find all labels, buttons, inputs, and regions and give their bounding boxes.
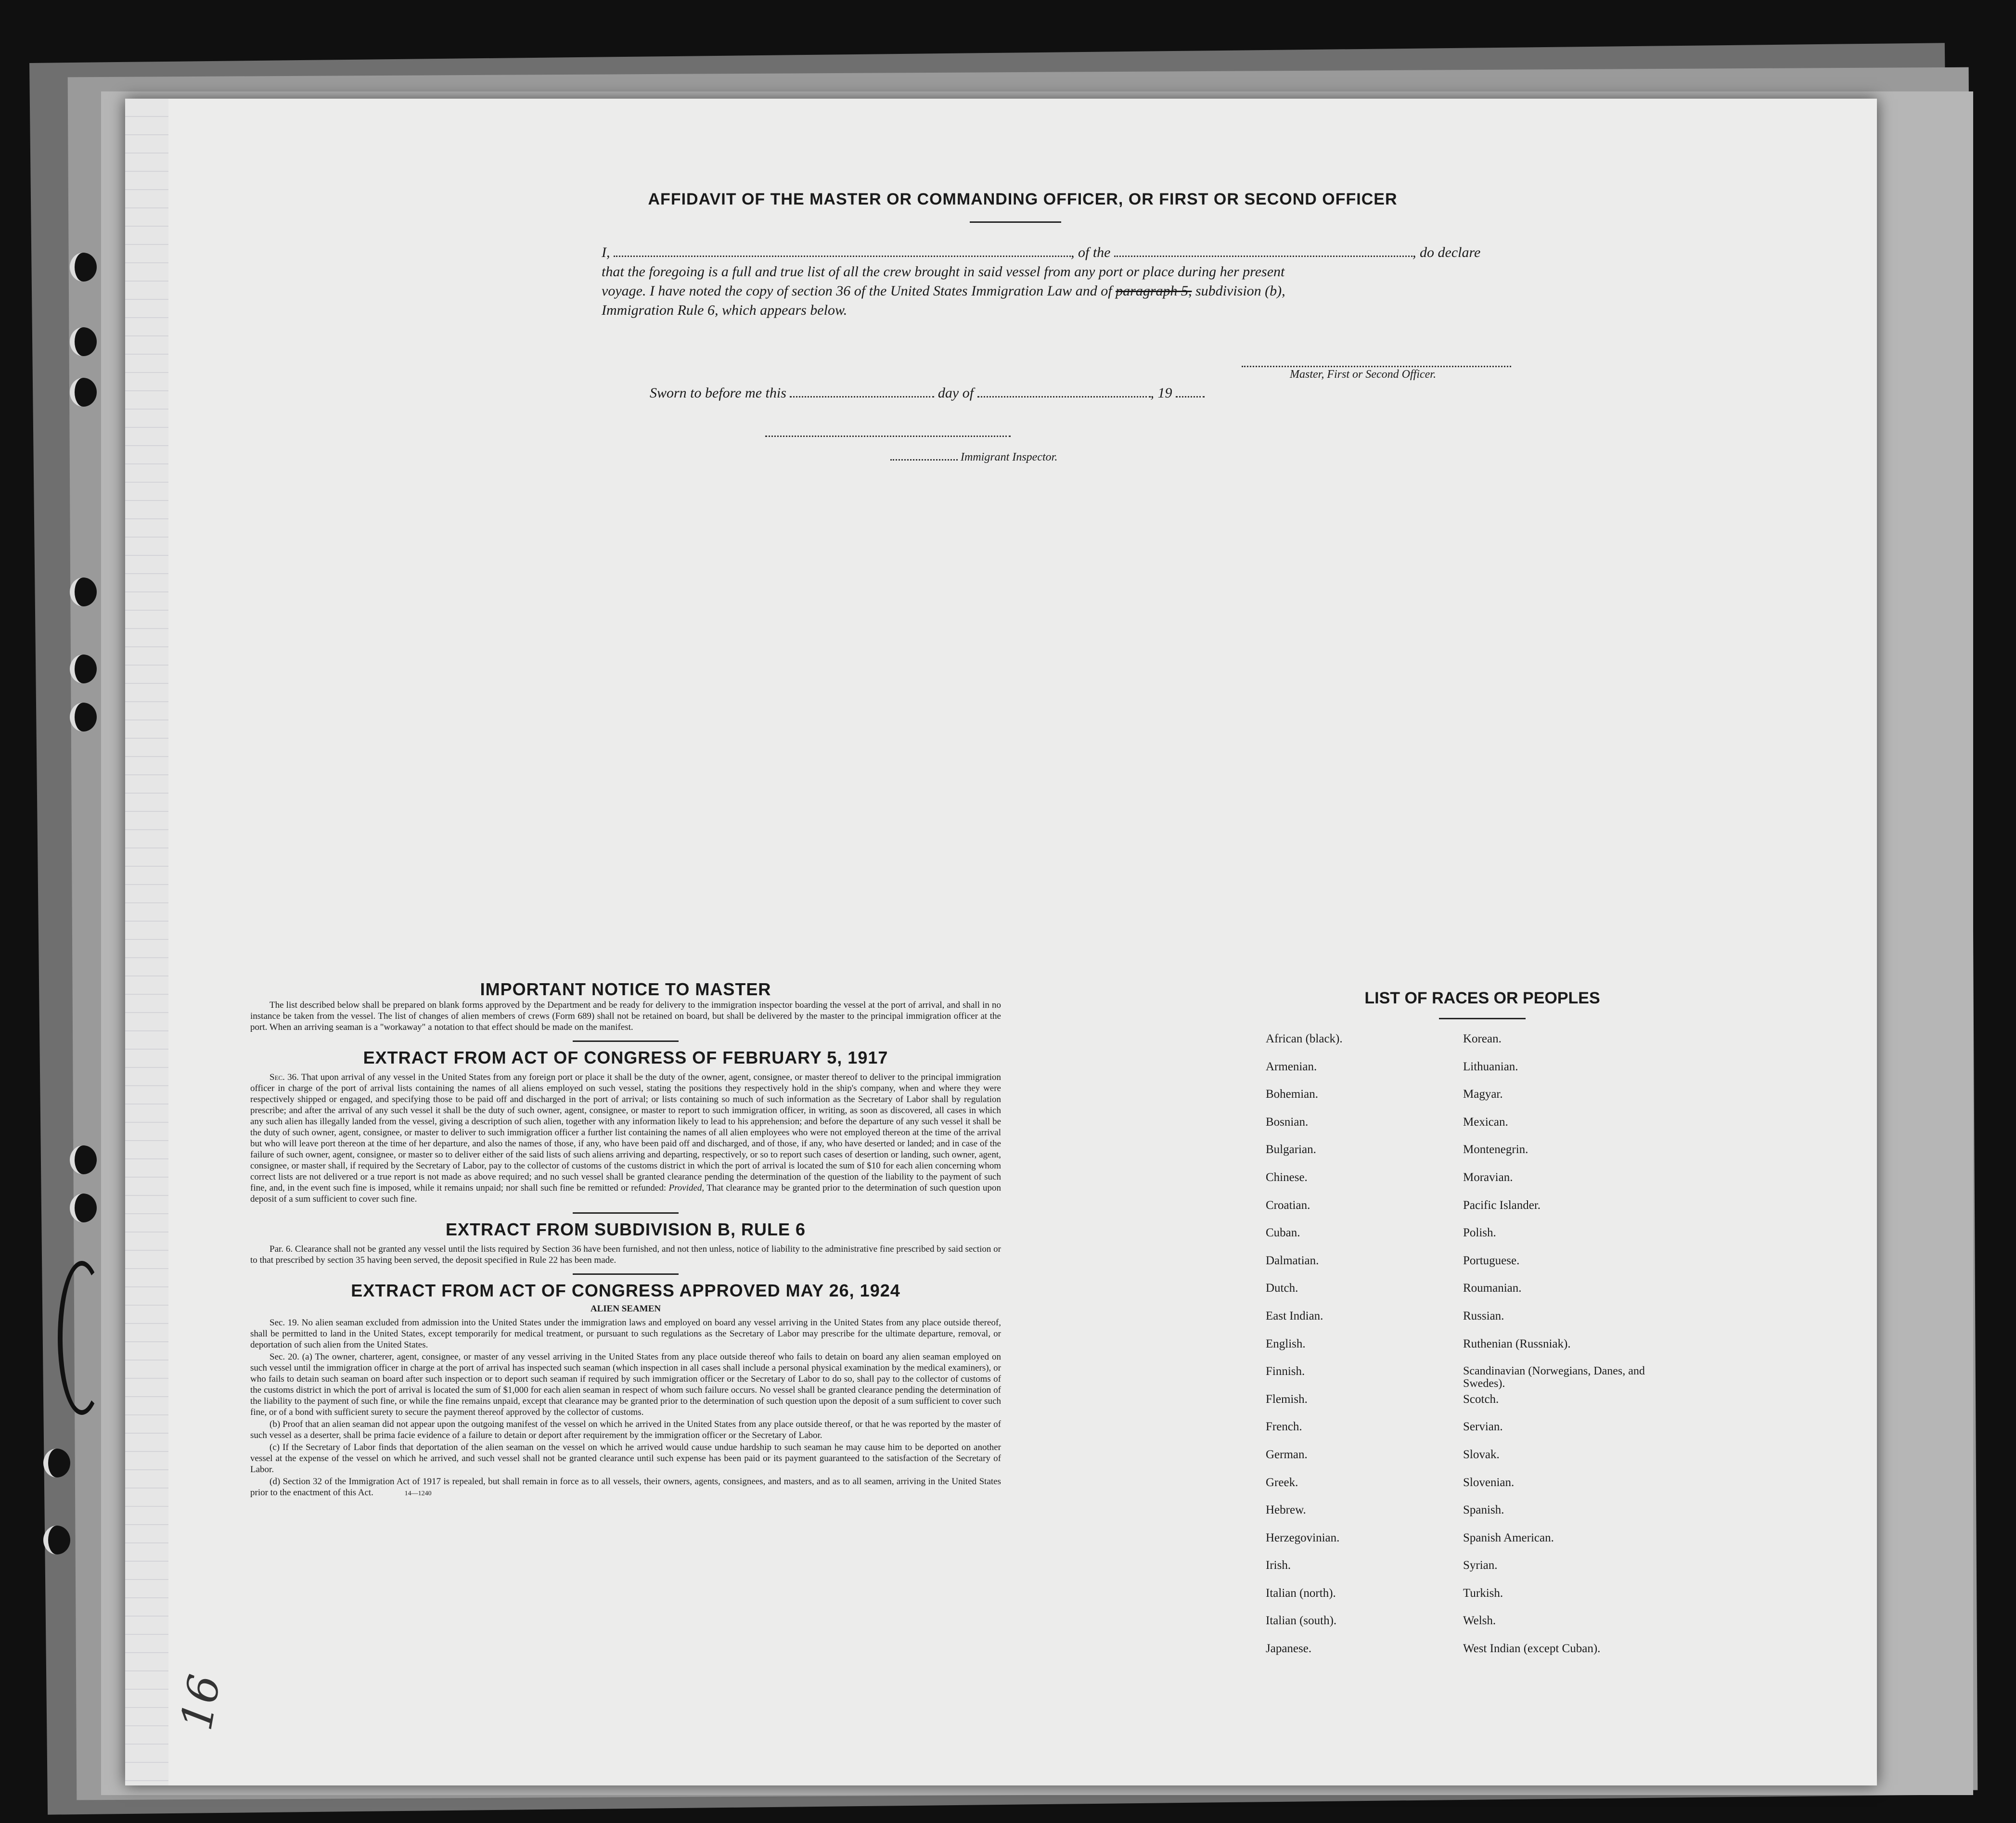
race-item: Magyar. <box>1463 1088 1503 1101</box>
race-item: Cuban. <box>1266 1226 1300 1240</box>
extract-1924-subtitle: ALIEN SEAMEN <box>590 1304 661 1314</box>
punch-hole <box>43 1526 70 1554</box>
race-item: Dalmatian. <box>1266 1254 1319 1267</box>
extract-rule6-body: Par. 6. Clearance shall not be granted any vessel until the lists required by Section 36 have been furnished, and not then unless, notice of liability to the administrative fine prescribed by said section or to that prescribed by section 35 having been served, the deposit specified in Rule 22 has been made. <box>250 1244 1001 1265</box>
inspector-signature-field[interactable] <box>765 436 1011 437</box>
declarant-name-field[interactable] <box>614 256 1071 257</box>
race-item: East Indian. <box>1266 1309 1323 1322</box>
race-item: Chinese. <box>1266 1170 1308 1184</box>
race-item: Spanish American. <box>1463 1531 1554 1544</box>
race-item: Pacific Islander. <box>1463 1198 1541 1212</box>
declarant-prefix: I, <box>602 244 610 260</box>
sworn-line: Sworn to before me this day of , 19 <box>650 385 1205 401</box>
race-item: Croatian. <box>1266 1198 1310 1212</box>
punch-hole <box>70 1194 97 1222</box>
sworn-month-field[interactable] <box>977 396 1151 398</box>
binder-ring <box>58 1261 106 1415</box>
race-item: Turkish. <box>1463 1586 1503 1600</box>
vessel-name-field[interactable] <box>1114 256 1412 257</box>
race-item: Italian (south). <box>1266 1614 1337 1628</box>
race-item: Finnish. <box>1266 1365 1305 1378</box>
form-number: 14—1240 <box>404 1490 432 1497</box>
affidavit-line-3: voyage. I have noted the copy of section 36 of the United States Immigration Law and of paragraph 5, subdivision (b), <box>602 283 1285 299</box>
race-item: Moravian. <box>1463 1170 1513 1184</box>
extract-rule6-title: EXTRACT FROM SUBDIVISION B, RULE 6 <box>445 1220 806 1239</box>
punch-hole <box>70 703 97 732</box>
master-signature-label: Master, First or Second Officer. <box>1290 368 1436 381</box>
race-item: Slovenian. <box>1463 1476 1515 1489</box>
struck-text: paragraph 5, <box>1116 283 1192 299</box>
race-item: Roumanian. <box>1463 1282 1522 1295</box>
extract-1924-title: EXTRACT FROM ACT OF CONGRESS APPROVED MAY 26, 1924 <box>351 1281 900 1300</box>
declare-label: , do declare <box>1412 244 1481 260</box>
race-item: Scotch. <box>1463 1392 1499 1406</box>
race-item: Herzegovinian. <box>1266 1531 1340 1544</box>
races-column-2 <box>1463 1032 1665 1670</box>
race-item: Hebrew. <box>1266 1503 1306 1517</box>
extract-1917-title: EXTRACT FROM ACT OF CONGRESS OF FEBRUARY 5, 1917 <box>363 1048 888 1067</box>
race-item: Armenian. <box>1266 1060 1317 1073</box>
race-item: Spanish. <box>1463 1503 1504 1517</box>
races-column-1 <box>1266 1032 1458 1670</box>
punch-hole <box>70 655 97 683</box>
sworn-year-field[interactable] <box>1176 396 1205 398</box>
manifest-page <box>125 99 1877 1785</box>
race-item: Syrian. <box>1463 1559 1498 1572</box>
race-item: Portuguese. <box>1463 1254 1520 1267</box>
race-item: German. <box>1266 1448 1308 1461</box>
race-item: Bosnian. <box>1266 1115 1309 1129</box>
race-item: Greek. <box>1266 1476 1298 1489</box>
title-rule <box>970 221 1061 223</box>
race-item: English. <box>1266 1337 1306 1350</box>
extract-1917-body: Sec. 36. That upon arrival of any vessel in the United States from any foreign port or place it shall be the duty of the owner, agent, consignee, or master thereof to deliver to the principal immigration officer in charge of the port of arrival lists containing the names of all aliens employed on such vessel, stating the positions they respectively hold in the ship's company, when and where they were respectively shipped or engaged, and specifying those to be paid off and discharged in the port of arrival; or lists containing so much of such information as the Secretary of Labor shall by regulation prescribe; and after the arrival of any such vessel it shall be the duty of such owner, agent, consignee, or master to report to such immigration officer, in writing, as soon as discovered, all cases in which any such alien has illegally landed from the vessel, giving a description of such alien, together with any information likely to lead to his apprehension; and before the departure of any such vessel it shall be the duty of such owner, agent, consignee, or master to deliver to such immigration officer a further list containing the names of all alien employees who were not employed thereon at the time of the arrival but who will leave port thereon at the time of her departure, and also the names of those, if any, who have been paid off and discharged, and of those, if any, who have deserted or landed; and in case of the failure of such owner, agent, consignee, or master so to deliver either of the said lists of such aliens arriving and departing, respectively, or so to report such cases of desertion or landing, such owner, agent, consignee, or master shall, if required by the Secretary of Labor, pay to the collector of customs of the customs district in which the port of arrival is located the sum of $10 for each alien concerning whom correct lists are not delivered or a true report is not made as above required; and no such vessel shall be granted clearance pending the determination of the question of the liability to the payment of such fine, and, in the event such fine is imposed, while it remains unpaid; nor shall such fine be remitted or refunded: Provided, That clearance may be granted prior to the determination of such question upon deposit of a sum sufficient to cover such fine. <box>250 1072 1001 1204</box>
affidavit-title: AFFIDAVIT OF THE MASTER OR COMMANDING OFFICER, OR FIRST OR SECOND OFFICER <box>648 190 1398 208</box>
race-item: Lithuanian. <box>1463 1060 1518 1073</box>
race-item: Italian (north). <box>1266 1586 1336 1600</box>
race-item: Polish. <box>1463 1226 1496 1240</box>
race-item: Dutch. <box>1266 1282 1298 1295</box>
of-the-label: , of the <box>1071 244 1111 260</box>
race-item: Korean. <box>1463 1032 1502 1045</box>
notice-body: The list described below shall be prepared on blank forms approved by the Department and be ready for delivery to the immigration inspector boarding the vessel at the port of arrival, and shall in no instance be taken from the vessel. The list of changes of alien members of crews (Form 689) shall not be retained on board, but shall be delivered by the master to the principal immigration officer at the port. When an arriving seaman is a "workaway" a notation to that effect should be made on the manifest. <box>250 1000 1001 1032</box>
punch-hole <box>43 1449 70 1477</box>
race-item: Irish. <box>1266 1559 1291 1572</box>
sworn-day-field[interactable] <box>790 396 934 398</box>
race-item: Japanese. <box>1266 1642 1312 1656</box>
affidavit-line-2: that the foregoing is a full and true list of all the crew brought in said vessel from any port or place during her present <box>602 264 1285 280</box>
punch-hole <box>70 327 97 356</box>
inspector-line <box>890 451 1057 464</box>
inspector-label: Immigrant Inspector. <box>961 451 1058 463</box>
race-item: Scandinavian (Norwegians, Danes, and Swedes). <box>1463 1365 1645 1390</box>
races-title: LIST OF RACES OR PEOPLES <box>1364 989 1600 1007</box>
punch-hole <box>70 378 97 407</box>
punch-hole <box>70 253 97 282</box>
affidavit-line-1 <box>602 243 1564 262</box>
punch-hole <box>70 578 97 606</box>
affidavit-line-4: Immigration Rule 6, which appears below. <box>602 302 847 318</box>
race-item: French. <box>1266 1420 1302 1434</box>
race-item: African (black). <box>1266 1032 1343 1045</box>
affidavit-body <box>602 243 1564 320</box>
punch-hole <box>70 1145 97 1174</box>
ruled-margin-strip <box>125 99 168 1785</box>
race-item: Flemish. <box>1266 1392 1308 1406</box>
handwritten-mark: 16 <box>171 1670 231 1734</box>
extract-1924-body: Sec. 19. No alien seaman excluded from admission into the United States under the immigration laws and employed on board any vessel arriving in the United States from any place outside thereof, shall be permitted to land in the United States, except temporarily for medical treatment, or pursuant to such regulations as the Secretary of Labor may prescribe for the ultimate departure, removal, or deportation of such alien from the United States. Sec. 20. (a) The owner, charterer, agent, consignee, or master of any vessel arriving in the United States from any place outside thereof who fails to detain on board any alien seaman employed on such vessel until the immigration officer in charge at the port of arrival has inspected such seaman (which inspection in all cases shall include a personal physical examination by the medical examiners), or who fails to detain such seaman on board after such inspection or to deport such seaman if required by such immigration officer or the Secretary of Labor to do so, shall pay to the collector of customs of the customs district in which the port of arrival is located the sum of $1,000 for each alien seaman in respect of whom such failure occurs. No vessel shall be granted clearance pending the determination of the liability to the payment of such fine, or while the fine remains unpaid, except that clearance may be granted prior to the determination of such question upon the deposit of a sum sufficient to cover such fine, or of a bond with sufficient surety to secure the payment thereof approved by the collector of customs. (b) Proof that an alien seaman did not appear upon the outgoing manifest of the vessel on which he arrived in the United States from any place outside thereof, or that he was reported by the master of such vessel as a deserter, shall be prima facie evidence of a failure to detain or deport after requirement by the immigration officer or the Secretary of Labor. (c) If the Secretary of Labor finds that deportation of the alien seaman on the vessel on which he arrived would cause undue hardship to such seaman he may cause him to be deported on another vessel at the expense of the vessel on which he arrived, and such vessel shall not be granted clearance until such expense has been paid or its payment guaranteed to the satisfaction of the Secretary of Labor. (d) Section 32 of the Immigration Act of 1917 is repealed, but shall remain in force as to all vessels, their owners, agents, consignees, and masters, and as to all seamen, arriving in the United States prior to the enactment of this Act. 14—1240 <box>250 1318 1001 1498</box>
notice-section <box>250 979 1001 1500</box>
notice-title: IMPORTANT NOTICE TO MASTER <box>480 979 771 999</box>
race-item: Welsh. <box>1463 1614 1496 1628</box>
race-item: Montenegrin. <box>1463 1143 1528 1156</box>
race-item: Servian. <box>1463 1420 1503 1434</box>
race-item: Ruthenian (Russniak). <box>1463 1337 1571 1350</box>
race-item: Russian. <box>1463 1309 1504 1322</box>
page-content <box>168 99 1877 1785</box>
master-signature-field[interactable] <box>1242 366 1511 367</box>
race-item: Mexican. <box>1463 1115 1508 1129</box>
race-item: West Indian (except Cuban). <box>1463 1642 1601 1656</box>
race-item: Bohemian. <box>1266 1088 1319 1101</box>
race-item: Bulgarian. <box>1266 1143 1316 1156</box>
race-item: Slovak. <box>1463 1448 1500 1461</box>
